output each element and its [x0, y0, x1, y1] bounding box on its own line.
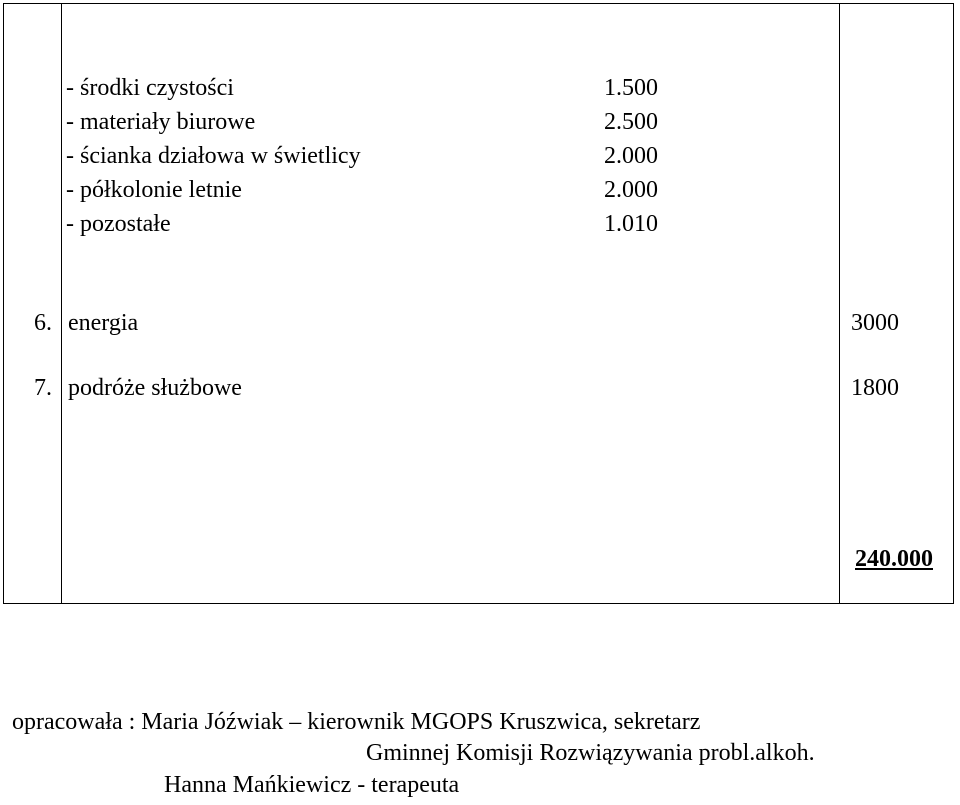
breakdown-label: - pozostałe — [66, 211, 171, 237]
item-value: 1800 — [851, 375, 899, 401]
footer-commission-line: Gminnej Komisji Rozwiązywania probl.alkoh. — [366, 740, 815, 766]
item-value: 3000 — [851, 310, 899, 336]
breakdown-amount: 1.500 — [604, 75, 658, 101]
breakdown-label: - ścianka działowa w świetlicy — [66, 143, 361, 169]
breakdown-amount: 1.010 — [604, 211, 658, 237]
column-divider-number — [61, 4, 62, 603]
breakdown-amount: 2.000 — [604, 177, 658, 203]
column-divider-amount — [839, 4, 840, 603]
breakdown-label: - środki czystości — [66, 75, 234, 101]
footer-therapist-line: Hanna Mańkiewicz - terapeuta — [164, 772, 460, 798]
breakdown-amount: 2.000 — [604, 143, 658, 169]
breakdown-amount: 2.500 — [604, 109, 658, 135]
item-name: energia — [68, 310, 139, 336]
item-number: 7. — [34, 375, 52, 401]
breakdown-label: - materiały biurowe — [66, 109, 256, 135]
total-amount: 240.000 — [855, 546, 933, 572]
item-name: podróże służbowe — [68, 375, 242, 401]
item-number: 6. — [34, 310, 52, 336]
footer-author-line: opracowała : Maria Jóźwiak – kierownik MGOPS Kruszwica, sekretarz — [12, 709, 701, 735]
breakdown-label: - półkolonie letnie — [66, 177, 242, 203]
